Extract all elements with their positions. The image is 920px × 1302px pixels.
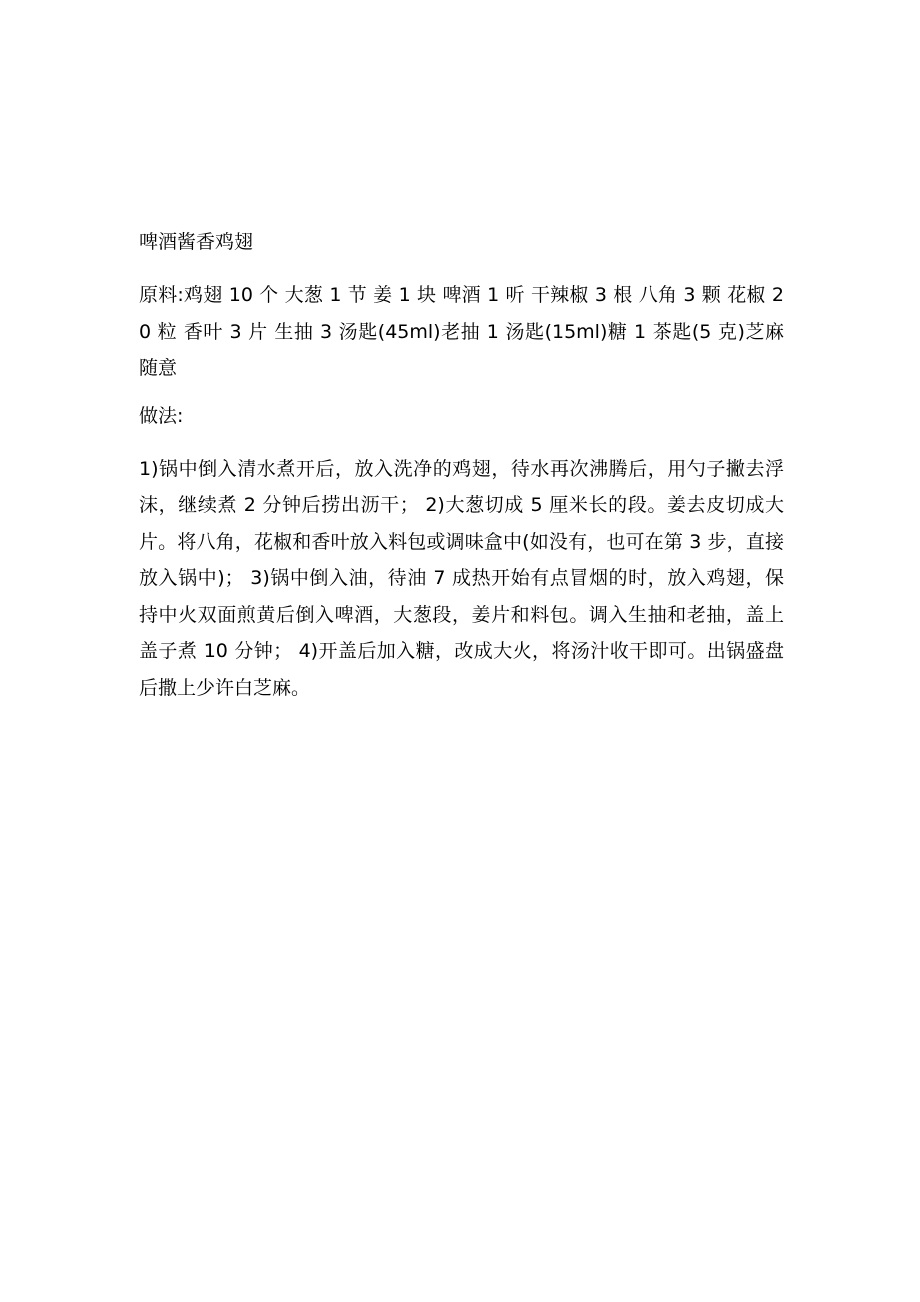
recipe-title: 啤酒酱香鸡翅: [139, 231, 254, 253]
method-paragraph: 1)锅中倒入清水煮开后，放入洗净的鸡翅，待水再次沸腾后，用勺子撇去浮沫，继续煮 2 分钟后捞出沥干； 2)大葱切成 5 厘米长的段。姜去皮切成大片。将八角，花椒和香叶放入料包或调味盒中(如没有，也可在第 3 步，直接放入锅中)； 3)锅中倒入油，待油 7 成热开始有点冒烟的时，放入鸡翅，保持中火双面煎黄后倒入啤酒，大葱段，姜片和料包。调入生抽和老抽，盖上盖子煮 10 分钟； 4)开盖后加入糖，改成大火，将汤汁收干即可。出锅盛盘后撒上少许白芝麻。: [139, 457, 784, 699]
recipe-content: [139, 225, 784, 706]
ingredients-paragraph: 原料:鸡翅 10 个 大葱 1 节 姜 1 块 啤酒 1 听 干辣椒 3 根 八角 3 颗 花椒 20 粒 香叶 3 片 生抽 3 汤匙(45ml)老抽 1 汤匙(15ml)糖 1 茶匙(5 克)芝麻随意: [139, 284, 784, 379]
method-heading: 做法:: [139, 404, 184, 427]
